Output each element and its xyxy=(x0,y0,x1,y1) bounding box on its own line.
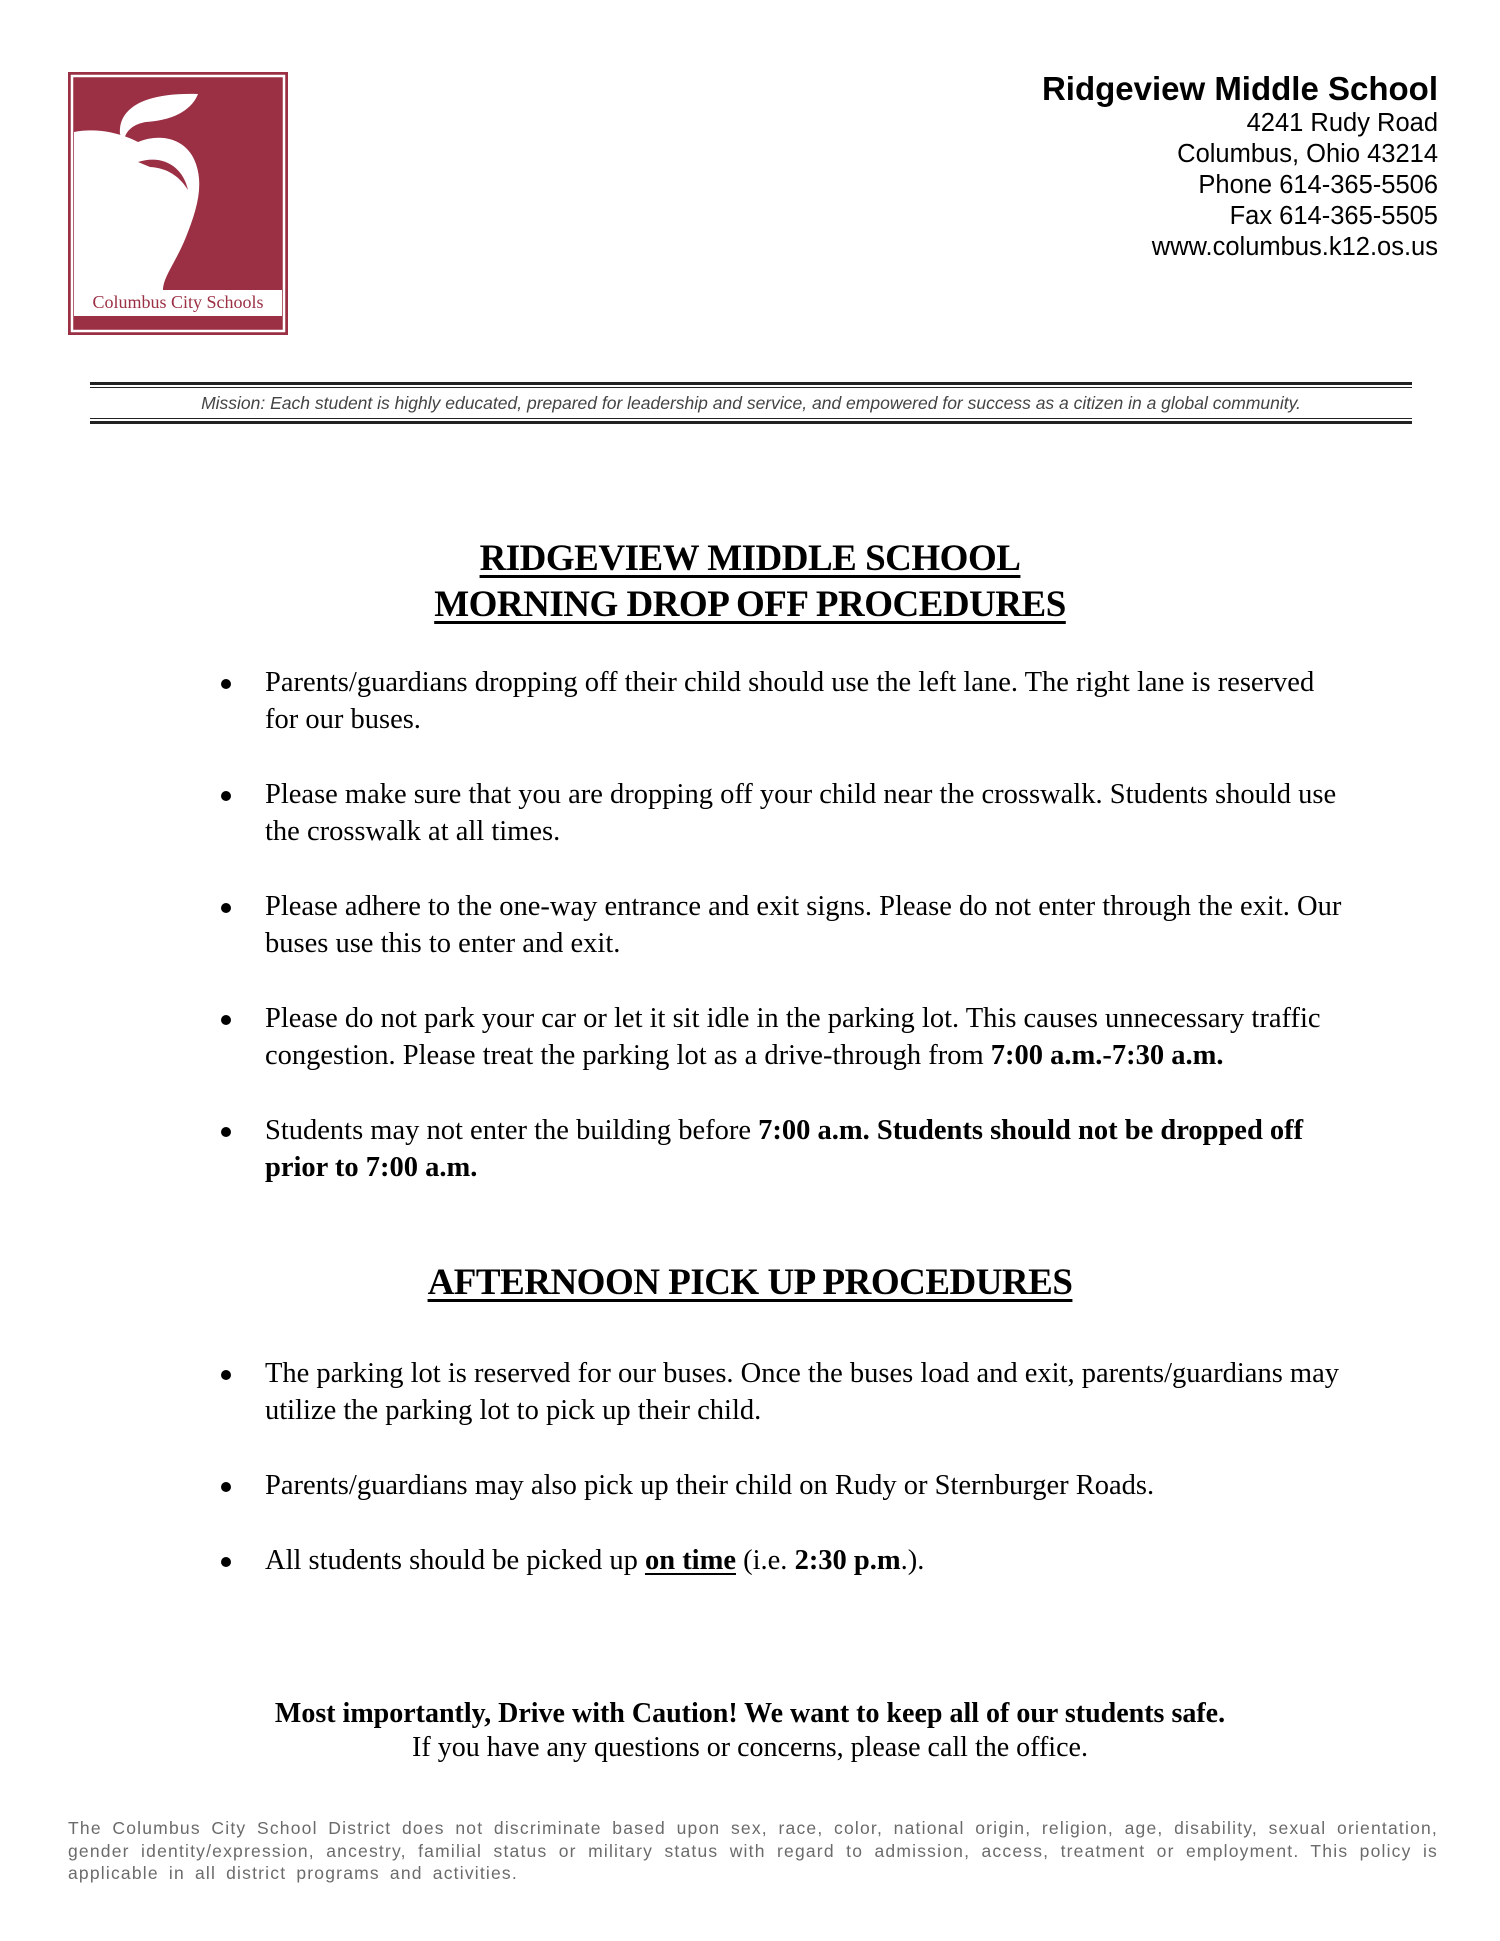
list-item: Please make sure that you are dropping off your child near the crosswalk. Students should use the crosswalk at all times. xyxy=(215,776,1345,850)
list-item: Parents/guardians dropping off their child should use the left lane. The right lane is reserved for our buses. xyxy=(215,664,1345,738)
mission-statement: Mission: Each student is highly educated, prepared for leadership and service, and empowered for success as a citizen in a global community. xyxy=(201,393,1301,413)
school-contact-block xyxy=(1042,70,1438,263)
caution-line: Most importantly, Drive with Caution! We want to keep all of our students safe. xyxy=(274,1698,1226,1729)
heading-morning-procedures: MORNING DROP OFF PROCEDURES xyxy=(434,584,1066,625)
columbus-city-schools-logo xyxy=(68,72,288,335)
list-item: The parking lot is reserved for our buses. Once the buses load and exit, parents/guardians may utilize the parking lot to pick up their child. xyxy=(215,1355,1345,1429)
bullet-icon xyxy=(221,679,231,689)
morning-heading xyxy=(0,536,1500,628)
earliest-time-note: 7:00 a.m. Students should not be dropped off prior to 7:00 a.m. xyxy=(265,1115,1304,1183)
afternoon-heading xyxy=(0,1260,1500,1306)
bullet-icon xyxy=(221,1557,231,1567)
time-range: 7:00 a.m.-7:30 a.m. xyxy=(990,1040,1224,1071)
morning-procedures-list xyxy=(215,664,1345,1186)
school-name: Ridgeview Middle School xyxy=(1041,70,1438,107)
bullet-icon xyxy=(221,1482,231,1492)
apple-icon xyxy=(68,72,288,335)
website-link[interactable]: www.columbus.k12.os.us xyxy=(1151,233,1438,261)
closing-message xyxy=(0,1697,1500,1765)
bullet-icon xyxy=(221,903,231,913)
list-item: Please do not park your car or let it sit idle in the parking lot. This causes unnecessary traffic congestion. Please treat the parking lot as a drive-through from 7:00 a.m.-7:30 a.m. xyxy=(215,1000,1345,1074)
phone-number: Phone 614-365-5506 xyxy=(1198,171,1438,199)
mission-banner xyxy=(90,382,1412,424)
bullet-icon xyxy=(221,1127,231,1137)
divider-bottom xyxy=(90,418,1412,424)
heading-afternoon-procedures: AFTERNOON PICK UP PROCEDURES xyxy=(427,1262,1073,1303)
address-line-2: Columbus, Ohio 43214 xyxy=(1177,140,1438,168)
logo-text: Columbus City Schools xyxy=(92,292,264,312)
address-line-1: 4241 Rudy Road xyxy=(1246,109,1438,137)
pickup-time: 2:30 p.m xyxy=(794,1545,901,1576)
list-item: Parents/guardians may also pick up their child on Rudy or Sternburger Roads. xyxy=(215,1467,1345,1504)
non-discrimination-disclaimer: The Columbus City School District does not discriminate based upon sex, race, color, national origin, religion, age, disability, sexual orientation, gender identity/expression, ancestry, familial status or military status with regard to admission, access, treatment or employment. This policy is applicable in all district programs and activities. xyxy=(68,1818,1438,1883)
heading-school-name: RIDGEVIEW MIDDLE SCHOOL xyxy=(479,538,1021,579)
list-item: Students may not enter the building before 7:00 a.m. Students should not be dropped off prior to 7:00 a.m. xyxy=(215,1112,1345,1186)
afternoon-procedures-list xyxy=(215,1355,1345,1579)
list-item: Please adhere to the one-way entrance and exit signs. Please do not enter through the exit. Our buses use this to enter and exit. xyxy=(215,888,1345,962)
bullet-icon xyxy=(221,1015,231,1025)
bullet-icon xyxy=(221,791,231,801)
on-time-emphasis: on time xyxy=(644,1545,736,1576)
contact-office-line: If you have any questions or concerns, please call the office. xyxy=(412,1732,1088,1763)
list-item: All students should be picked up on time (i.e. 2:30 p.m.). xyxy=(215,1542,1345,1579)
fax-number: Fax 614-365-5505 xyxy=(1229,202,1438,230)
bullet-icon xyxy=(221,1370,231,1380)
